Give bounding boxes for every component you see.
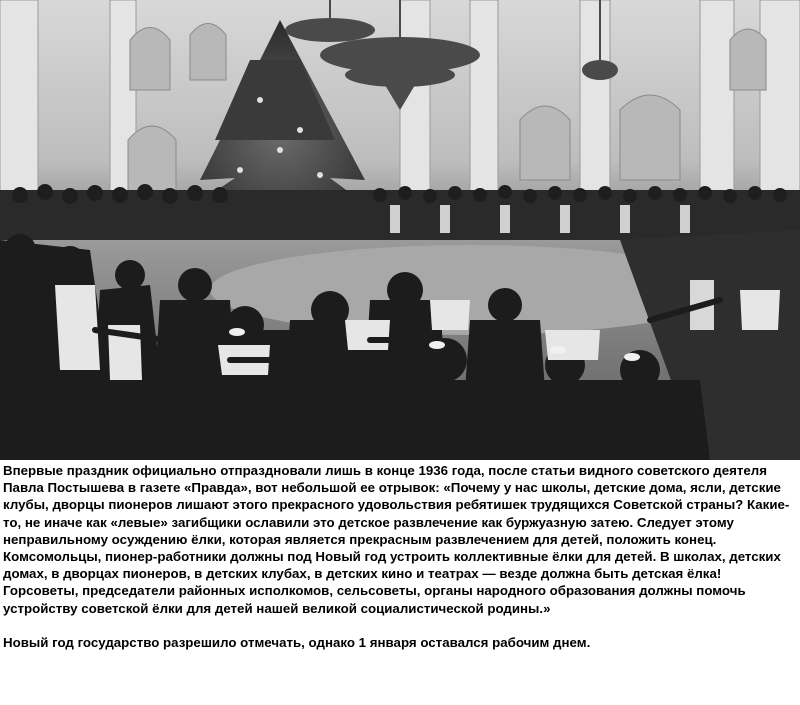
caption-paragraph-2: Новый год государство разрешило отмечать, однако 1 января оставался рабочим днем. bbox=[3, 634, 591, 650]
caption-paragraph-1: Впервые праздник официально отпраздновали лишь в конце 1936 года, после статьи видного советского деятеля Павла Постышева в газете «Правда», вот небольшой ее отрывок: «Почему у нас школы, детские дома, ясли, детские клубы, дворцы пионеров лишают этого прекрасного удовольствия ребятишек трудящихся Советской страны? Какие-то, не иначе как «левые» загибщики ославили это детское развлечение как буржуазную затею. Следует этому неправильному осуждению ёлки, которая является прекрасным развлечением для детей, положить конец. Комсомольцы, пионер-работники должны под Новый год устроить коллективные ёлки для детей. В школах, детских домах, в дворцах пионеров, в детских клубах, в детских кино и театрах — везде должна быть детская ёлка! Горсоветы, председатели районных исполкомов, сельсоветы, органы народного образования должны помочь устройству советской ёлки для детей нашей великой социалистической родины.» bbox=[3, 463, 790, 616]
crowd-back-row bbox=[0, 184, 800, 240]
caption-text bbox=[3, 462, 797, 651]
